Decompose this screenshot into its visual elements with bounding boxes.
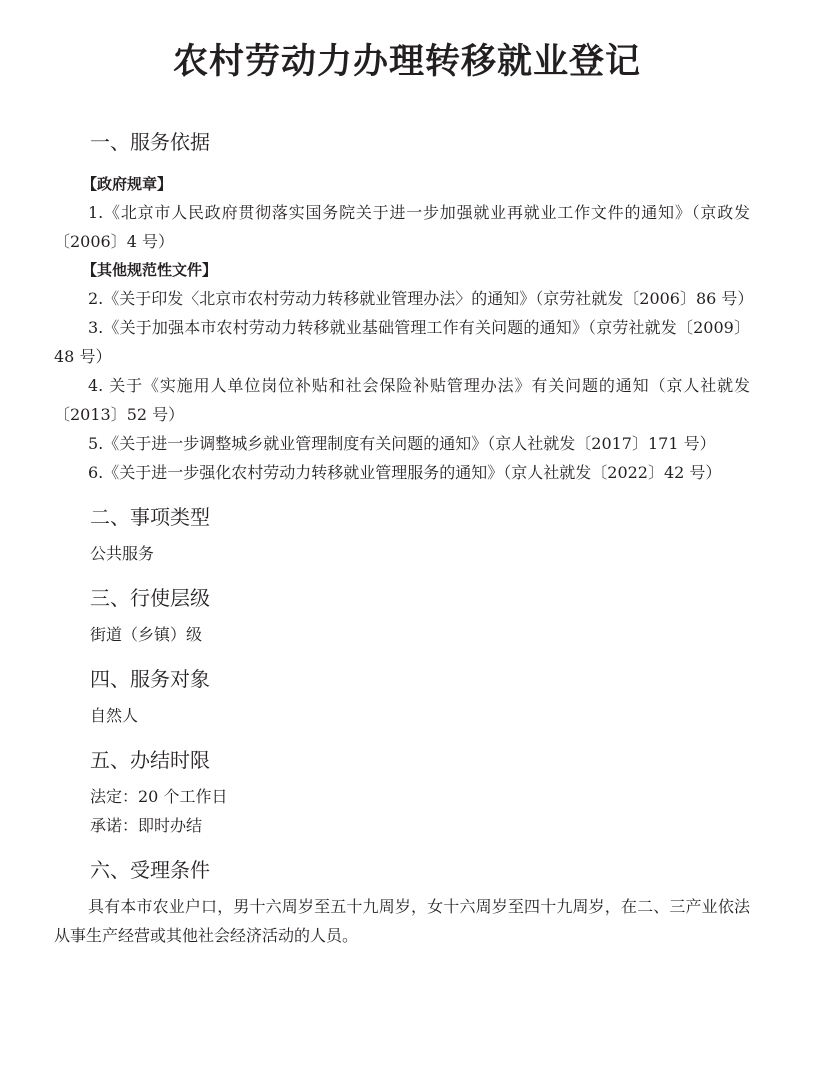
basis-item: 3.《关于加强本市农村劳动力转移就业基础管理工作有关问题的通知》（京劳社就发〔2009〕48 号） <box>54 318 750 366</box>
section-heading-timelimit: 五、办结时限 <box>90 748 210 772</box>
basis-item: 5.《关于进一步调整城乡就业管理制度有关问题的通知》（京人社就发〔2017〕171 号） <box>88 434 716 453</box>
conditions-text: 具有本市农业户口，男十六周岁至五十九周岁，女十六周岁至四十九周岁，在二、三产业依法从事生产经营或其他社会经济活动的人员。 <box>54 897 750 945</box>
basis-item: 2.《关于印发〈北京市农村劳动力转移就业管理办法〉的通知》（京劳社就发〔2006〕86 号） <box>88 289 754 308</box>
section-heading-type: 二、事项类型 <box>90 505 210 529</box>
basis-item: 1.《北京市人民政府贯彻落实国务院关于进一步加强就业再就业工作文件的通知》（京政发〔2006〕4 号） <box>54 203 750 251</box>
timelimit-promise: 承诺：即时办结 <box>90 816 203 835</box>
basis-item: 4. 关于《实施用人单位岗位补贴和社会保险补贴管理办法》有关问题的通知（京人社就发〔2013〕52 号） <box>54 376 750 424</box>
level-value: 街道（乡镇）级 <box>90 625 203 644</box>
type-value: 公共服务 <box>90 544 155 563</box>
section-heading-conditions: 六、受理条件 <box>90 858 210 882</box>
timelimit-legal: 法定：20 个工作日 <box>90 787 228 806</box>
basis-item: 6.《关于进一步强化农村劳动力转移就业管理服务的通知》（京人社就发〔2022〕42 号） <box>88 463 722 482</box>
document-body <box>54 126 754 950</box>
page-title: 农村劳动力办理转移就业登记 <box>172 42 641 82</box>
section-heading-basis: 一、服务依据 <box>90 130 210 154</box>
section-heading-level: 三、行使层级 <box>90 586 210 610</box>
target-value: 自然人 <box>90 706 139 725</box>
other-docs-label: 【其他规范性文件】 <box>82 261 218 279</box>
section-heading-target: 四、服务对象 <box>90 667 210 691</box>
gov-rules-label: 【政府规章】 <box>82 175 173 193</box>
